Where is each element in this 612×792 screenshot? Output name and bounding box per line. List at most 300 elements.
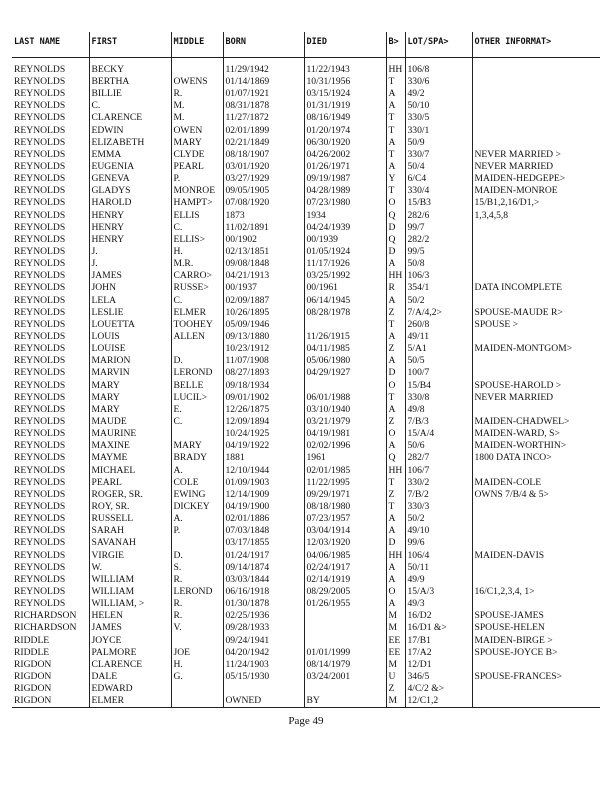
cell-last-name: REYNOLDS: [12, 161, 89, 173]
cell-last-name: RIGDON: [12, 695, 89, 708]
cell-other-info: [472, 112, 600, 124]
header-lot-space: LOT/SPA>: [405, 32, 472, 58]
cell-lot-space: 330/6: [405, 76, 472, 88]
table-row: [12, 465, 600, 477]
cell-born: 09/08/1848: [223, 258, 304, 270]
cell-died: 11/22/1943: [304, 58, 386, 77]
cell-born: 03/01/1920: [223, 161, 304, 173]
cell-other-info: SPOUSE-HAROLD >: [474, 379, 562, 391]
cell-b: A: [386, 258, 405, 270]
table-row: [12, 258, 600, 270]
cell-last-name: REYNOLDS: [12, 125, 89, 137]
cell-middle: [171, 695, 223, 708]
cell-other-info: MAIDEN-WORTHIN>: [474, 440, 567, 452]
cemetery-records-table: [12, 32, 600, 708]
cell-first: W.: [89, 562, 171, 574]
cemetery-records-table-container: [12, 32, 600, 708]
cell-first: WILLIAM, >: [89, 598, 171, 610]
cell-born: 09/01/1902: [223, 392, 304, 404]
cell-lot-space: 6/C4: [405, 173, 472, 185]
cell-first: MARVIN: [89, 367, 171, 379]
cell-first: WILLIAM: [89, 574, 171, 586]
cell-last-name: REYNOLDS: [12, 185, 89, 197]
cell-born: 03/03/1844: [223, 574, 304, 586]
cell-died: 03/21/1979: [304, 416, 386, 428]
cell-died: 09/29/1971: [304, 489, 386, 501]
cell-b: D: [386, 246, 405, 258]
cell-died: 04/28/1989: [304, 185, 386, 197]
cell-first: LOUIS: [89, 331, 171, 343]
cell-first: BECKY: [89, 58, 171, 77]
table-row: [12, 562, 600, 574]
cell-middle: [171, 683, 223, 695]
cell-lot-space: 330/8: [405, 392, 472, 404]
cell-middle: RUSSE>: [171, 282, 223, 294]
cell-b: D: [386, 537, 405, 549]
cell-b: A: [386, 295, 405, 307]
cell-other-info: [472, 355, 600, 367]
cell-born: 11/02/1891: [223, 222, 304, 234]
cell-first: MAURINE: [89, 428, 171, 440]
cell-died: [304, 634, 386, 646]
cell-b: Q: [386, 452, 405, 464]
cell-first: BERTHA: [89, 76, 171, 88]
cell-first: MICHAEL: [89, 465, 171, 477]
cell-middle: LUCIL>: [171, 392, 223, 404]
cell-born: 12/09/1894: [223, 416, 304, 428]
cell-other-info: [472, 100, 600, 112]
cell-other-info: DATA INCOMPLETE: [474, 282, 562, 294]
cell-middle: CLYDE: [171, 149, 223, 161]
cell-other-info: SPOUSE >: [474, 318, 519, 330]
cell-lot-space: 106/8: [405, 58, 472, 77]
cell-other-info: SPOUSE-FRANCES>: [474, 670, 563, 682]
cell-born: 07/03/1848: [223, 525, 304, 537]
cell-died: 11/22/1995: [304, 477, 386, 489]
cell-middle: D.: [171, 549, 223, 561]
cell-other-info: MAIDEN-CHADWEL>: [474, 416, 570, 427]
cell-last-name: REYNOLDS: [12, 574, 89, 586]
cell-middle: C.: [171, 295, 223, 307]
table-row: [12, 161, 600, 173]
cell-last-name: REYNOLDS: [12, 440, 89, 452]
cell-other-info: 16/C1,2,3,4, 1>: [474, 585, 535, 597]
cell-other-info: [472, 295, 600, 307]
cell-other-info: [472, 537, 600, 549]
cell-middle: JOE: [171, 647, 223, 659]
cell-b: T: [386, 501, 405, 513]
cell-other-info: NEVER MARRIED: [474, 391, 554, 403]
cell-first: ROGER, SR.: [89, 489, 171, 501]
cell-first: LELA: [89, 295, 171, 307]
cell-middle: H.: [171, 659, 223, 671]
cell-lot-space: 15/B3: [405, 197, 472, 209]
cell-born: 02/01/1886: [223, 513, 304, 525]
table-row: [12, 404, 600, 416]
cell-born: 12/14/1909: [223, 489, 304, 501]
header-died: DIED: [304, 32, 386, 58]
cell-first: ROY, SR.: [89, 501, 171, 513]
cell-born: 01/14/1869: [223, 76, 304, 88]
cell-born: 11/27/1872: [223, 112, 304, 124]
cell-middle: OWENS: [171, 76, 223, 88]
cell-born: 11/07/1908: [223, 355, 304, 367]
cell-b: A: [386, 161, 405, 173]
cell-other-info: MAIDEN-MONROE: [474, 185, 558, 197]
cell-middle: M.: [171, 100, 223, 112]
cell-born: 00/1937: [223, 282, 304, 294]
cell-other-info: [472, 234, 600, 246]
cell-middle: [171, 343, 223, 355]
cell-first: EMMA: [89, 149, 171, 161]
cell-born: 01/09/1903: [223, 477, 304, 489]
cell-middle: MARY: [171, 137, 223, 149]
table-row: [12, 380, 600, 392]
cell-died: 07/23/1980: [304, 197, 386, 209]
cell-lot-space: 282/7: [405, 452, 472, 464]
cell-middle: ELMER: [171, 307, 223, 319]
cell-born: 01/30/1878: [223, 598, 304, 610]
records-body: [12, 58, 600, 708]
table-row: [12, 549, 600, 561]
cell-first: MAUDE: [89, 416, 171, 428]
cell-lot-space: 330/1: [405, 125, 472, 137]
cell-b: A: [386, 440, 405, 452]
cell-other-info: [472, 331, 600, 343]
cell-born: 11/29/1942: [223, 58, 304, 77]
cell-died: 02/24/1917: [304, 562, 386, 574]
cell-died: [304, 622, 386, 634]
cell-died: 04/11/1985: [304, 343, 386, 355]
cell-b: HH: [386, 270, 405, 282]
cell-died: 04/19/1981: [304, 428, 386, 440]
cell-b: A: [386, 562, 405, 574]
cell-middle: PEARL: [171, 161, 223, 173]
table-row: [12, 112, 600, 124]
cell-other-info: [472, 598, 600, 610]
table-row: [12, 173, 600, 185]
cell-born: 09/28/1933: [223, 622, 304, 634]
cell-born: 04/20/1942: [223, 647, 304, 659]
cell-born: 09/14/1874: [223, 562, 304, 574]
table-row: [12, 210, 600, 222]
cell-middle: ELLIS>: [171, 234, 223, 246]
cell-died: 02/01/1985: [304, 465, 386, 477]
cell-lot-space: 106/7: [405, 465, 472, 477]
cell-last-name: REYNOLDS: [12, 100, 89, 112]
table-row: [12, 683, 600, 695]
table-row: [12, 270, 600, 282]
cell-last-name: REYNOLDS: [12, 137, 89, 149]
cell-other-info: [472, 525, 600, 537]
cell-other-info: [472, 258, 600, 270]
cell-last-name: REYNOLDS: [12, 489, 89, 501]
cell-last-name: REYNOLDS: [12, 88, 89, 100]
cell-died: 03/15/1924: [304, 88, 386, 100]
cell-last-name: REYNOLDS: [12, 355, 89, 367]
cell-last-name: REYNOLDS: [12, 380, 89, 392]
cell-middle: C.: [171, 416, 223, 428]
cell-first: RUSSELL: [89, 513, 171, 525]
cell-lot-space: 50/2: [405, 295, 472, 307]
cell-lot-space: 49/8: [405, 404, 472, 416]
cell-first: SAVANAH: [89, 537, 171, 549]
cell-born: 09/18/1934: [223, 380, 304, 392]
cell-born: 10/26/1895: [223, 307, 304, 319]
cell-middle: M.R.: [171, 258, 223, 270]
cell-middle: ELLIS: [171, 210, 223, 222]
cell-lot-space: 282/6: [405, 210, 472, 222]
cell-lot-space: 15/B4: [405, 380, 472, 392]
cell-died: 04/26/2002: [304, 149, 386, 161]
cell-first: J.: [89, 258, 171, 270]
cell-b: T: [386, 112, 405, 124]
table-row: [12, 440, 600, 452]
table-row: [12, 295, 600, 307]
cell-died: 03/04/1914: [304, 525, 386, 537]
cell-born: 01/24/1917: [223, 549, 304, 561]
table-row: [12, 634, 600, 646]
cell-b: O: [386, 586, 405, 598]
cell-lot-space: 282/2: [405, 234, 472, 246]
cell-lot-space: 106/4: [405, 549, 472, 561]
cell-born: 06/16/1918: [223, 586, 304, 598]
cell-other-info: [472, 695, 600, 708]
cell-other-info: OWNS 7/B/4 & 5>: [474, 488, 549, 500]
cell-b: M: [386, 659, 405, 671]
cell-first: JOHN: [89, 282, 171, 294]
cell-first: EUGENIA: [89, 161, 171, 173]
table-row: [12, 537, 600, 549]
cell-born: 03/27/1929: [223, 173, 304, 185]
cell-b: EE: [386, 634, 405, 646]
cell-died: 00/1939: [304, 234, 386, 246]
cell-middle: G.: [171, 671, 223, 683]
cell-died: 04/24/1939: [304, 222, 386, 234]
table-row: [12, 149, 600, 161]
table-row: [12, 234, 600, 246]
cell-lot-space: 354/1: [405, 282, 472, 294]
cell-last-name: REYNOLDS: [12, 307, 89, 319]
cell-lot-space: 260/8: [405, 319, 472, 331]
table-row: [12, 282, 600, 294]
cell-first: J.: [89, 246, 171, 258]
header-first: FIRST: [89, 32, 171, 58]
cell-lot-space: 50/10: [405, 100, 472, 112]
table-row: [12, 610, 600, 622]
table-row: [12, 428, 600, 440]
cell-first: JAMES: [89, 270, 171, 282]
cell-middle: HAMPT>: [171, 197, 223, 209]
cell-died: 01/31/1919: [304, 100, 386, 112]
cell-first: JOYCE: [89, 634, 171, 646]
cell-other-info: NEVER MARRIED: [474, 161, 554, 173]
cell-other-info: SPOUSE-JAMES: [474, 610, 544, 622]
cell-lot-space: 346/5: [405, 671, 472, 683]
cell-born: 02/25/1936: [223, 610, 304, 622]
cell-born: 10/23/1912: [223, 343, 304, 355]
cell-last-name: REYNOLDS: [12, 76, 89, 88]
cell-other-info: [472, 404, 600, 416]
cell-lot-space: 49/2: [405, 88, 472, 100]
cell-last-name: REYNOLDS: [12, 197, 89, 209]
cell-born: 08/31/1878: [223, 100, 304, 112]
page-number: Page 49: [288, 715, 324, 727]
cell-last-name: REYNOLDS: [12, 367, 89, 379]
cell-first: C.: [89, 100, 171, 112]
table-row: [12, 343, 600, 355]
cell-died: 09/19/1987: [304, 173, 386, 185]
cell-middle: LEROND: [171, 586, 223, 598]
cell-last-name: REYNOLDS: [12, 428, 89, 440]
cell-lot-space: 50/11: [405, 562, 472, 574]
table-row: [12, 100, 600, 112]
cell-b: HH: [386, 549, 405, 561]
cell-first: EDWARD: [89, 683, 171, 695]
cell-lot-space: 106/3: [405, 270, 472, 282]
cell-born: 04/19/1922: [223, 440, 304, 452]
cell-first: HENRY: [89, 210, 171, 222]
table-row: [12, 185, 600, 197]
cell-other-info: SPOUSE-MAUDE R>: [474, 306, 563, 318]
cell-b: A: [386, 331, 405, 343]
table-row: [12, 88, 600, 100]
cell-b: Z: [386, 307, 405, 319]
cell-b: T: [386, 185, 405, 197]
cell-middle: C.: [171, 222, 223, 234]
cell-died: 11/17/1926: [304, 258, 386, 270]
cell-b: O: [386, 197, 405, 209]
cell-b: A: [386, 100, 405, 112]
cell-middle: H.: [171, 246, 223, 258]
cell-middle: [171, 428, 223, 440]
cell-died: 01/20/1974: [304, 125, 386, 137]
table-row: [12, 659, 600, 671]
cell-b: R: [386, 282, 405, 294]
table-row: [12, 246, 600, 258]
cell-b: EE: [386, 647, 405, 659]
cell-first: SARAH: [89, 525, 171, 537]
cell-born: 07/08/1920: [223, 197, 304, 209]
cell-died: 06/01/1988: [304, 392, 386, 404]
cell-died: 02/02/1996: [304, 440, 386, 452]
cell-b: O: [386, 380, 405, 392]
cell-middle: P.: [171, 525, 223, 537]
cell-last-name: REYNOLDS: [12, 392, 89, 404]
cell-first: GLADYS: [89, 185, 171, 197]
cell-lot-space: 16/D2: [405, 610, 472, 622]
table-row: [12, 331, 600, 343]
cell-died: 02/14/1919: [304, 574, 386, 586]
cell-b: HH: [386, 465, 405, 477]
cell-b: A: [386, 137, 405, 149]
cell-middle: E.: [171, 404, 223, 416]
cell-middle: [171, 634, 223, 646]
cell-lot-space: 50/6: [405, 440, 472, 452]
cell-first: PALMORE: [89, 647, 171, 659]
cell-died: 08/16/1949: [304, 112, 386, 124]
cell-born: 02/13/1851: [223, 246, 304, 258]
cell-first: MARION: [89, 355, 171, 367]
header-b: B>: [386, 32, 405, 58]
cell-b: T: [386, 319, 405, 331]
cell-b: Y: [386, 173, 405, 185]
cell-b: T: [386, 149, 405, 161]
cell-last-name: REYNOLDS: [12, 282, 89, 294]
cell-born: 12/10/1944: [223, 465, 304, 477]
cell-b: T: [386, 125, 405, 137]
cell-born: 05/09/1946: [223, 319, 304, 331]
cell-died: 01/05/1924: [304, 246, 386, 258]
cell-born: 1873: [223, 210, 304, 222]
cell-b: A: [386, 574, 405, 586]
table-row: [12, 513, 600, 525]
cell-b: HH: [386, 58, 405, 77]
cell-lot-space: 99/5: [405, 246, 472, 258]
cell-middle: OWEN: [171, 125, 223, 137]
cell-last-name: REYNOLDS: [12, 246, 89, 258]
cell-middle: D.: [171, 355, 223, 367]
cell-born: OWNED: [223, 695, 304, 708]
cell-middle: S.: [171, 562, 223, 574]
cell-first: JAMES: [89, 622, 171, 634]
cell-last-name: REYNOLDS: [12, 222, 89, 234]
cell-b: D: [386, 222, 405, 234]
cell-middle: V.: [171, 622, 223, 634]
cell-born: 09/24/1941: [223, 634, 304, 646]
table-row: [12, 671, 600, 683]
cell-died: [304, 319, 386, 331]
table-row: [12, 586, 600, 598]
cell-b: A: [386, 355, 405, 367]
cell-last-name: REYNOLDS: [12, 234, 89, 246]
cell-b: Q: [386, 210, 405, 222]
cell-middle: [171, 537, 223, 549]
cell-last-name: RIGDON: [12, 659, 89, 671]
cell-middle: MARY: [171, 440, 223, 452]
cell-lot-space: 12/C1,2: [405, 695, 472, 708]
cell-lot-space: 50/4: [405, 161, 472, 173]
cell-other-info: [472, 367, 600, 379]
cell-middle: M.: [171, 112, 223, 124]
cell-last-name: REYNOLDS: [12, 562, 89, 574]
table-row: [12, 574, 600, 586]
cell-middle: CARRO>: [171, 270, 223, 282]
cell-middle: EWING: [171, 489, 223, 501]
cell-lot-space: 100/7: [405, 367, 472, 379]
cell-lot-space: 50/9: [405, 137, 472, 149]
cell-born: 04/21/1913: [223, 270, 304, 282]
table-row: [12, 307, 600, 319]
cell-born: 10/24/1925: [223, 428, 304, 440]
cell-died: 06/14/1945: [304, 295, 386, 307]
cell-last-name: REYNOLDS: [12, 416, 89, 428]
cell-died: 00/1961: [304, 282, 386, 294]
cell-born: [223, 683, 304, 695]
cell-middle: R.: [171, 598, 223, 610]
cell-born: 02/01/1899: [223, 125, 304, 137]
header-middle: MIDDLE: [171, 32, 223, 58]
cell-lot-space: 330/5: [405, 112, 472, 124]
table-row: [12, 525, 600, 537]
cell-last-name: REYNOLDS: [12, 58, 89, 77]
cell-b: M: [386, 695, 405, 708]
cell-died: 01/01/1999: [304, 647, 386, 659]
cell-born: 00/1902: [223, 234, 304, 246]
table-row: [12, 58, 600, 77]
cell-born: 02/21/1849: [223, 137, 304, 149]
table-row: [12, 416, 600, 428]
